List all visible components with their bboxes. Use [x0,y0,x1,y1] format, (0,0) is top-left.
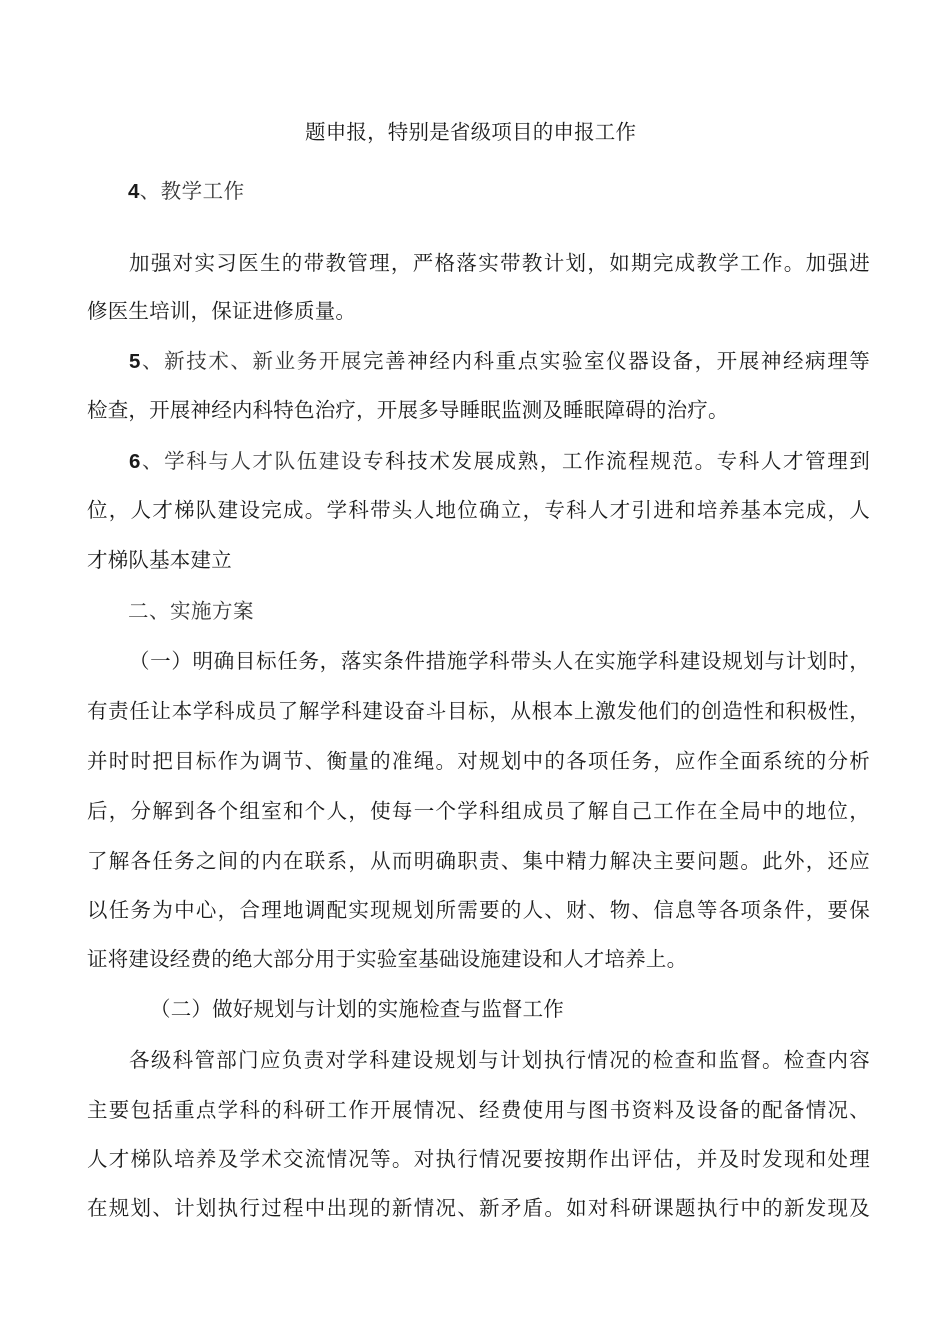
paragraph-line: 题申报，特别是省级项目的申报工作 [305,120,637,144]
paragraph-line: 了解各任务之间的内在联系，从而明确职责、集中精力解决主要问题。此外，还应 [87,849,870,873]
paragraph-line: （一）明确目标任务，落实条件措施学科带头人在实施学科建设规划与计划时， [129,649,870,673]
section-title: 、新技术、新业务开展 [140,349,364,373]
section-heading-new-tech [129,346,870,377]
section-number: 4 [128,180,140,203]
section-title: 、学科与人才队伍建设 [140,449,364,473]
section-body: 专科技术发展成熟，工作流程规范。专科人才管理到 [363,449,870,473]
section-number: 6 [129,450,141,473]
section-heading-discipline [129,446,870,477]
paragraph-line: 并时时把目标作为调节、衡量的准绳。对规划中的各项任务，应作全面系统的分析 [87,749,870,773]
paragraph-line: 各级科管部门应负责对学科建设规划与计划执行情况的检查和监督。检查内容 [129,1048,870,1072]
paragraph-line: 主要包括重点学科的科研工作开展情况、经费使用与图书资料及设备的配备情况、 [87,1098,870,1122]
paragraph-line: 人才梯队培养及学术交流情况等。对执行情况要按期作出评估，并及时发现和处理 [87,1147,870,1171]
paragraph-line: 才梯队基本建立 [87,548,232,572]
paragraph-line: 位，人才梯队建设完成。学科带头人地位确立，专科人才引进和培养基本完成，人 [87,498,870,522]
chapter-heading: 二、实施方案 [128,599,254,623]
paragraph-line: 修医生培训，保证进修质量。 [87,299,357,323]
paragraph-line: 加强对实习医生的带教管理，严格落实带教计划，如期完成教学工作。加强进 [129,251,870,275]
paragraph-line: 在规划、计划执行过程中出现的新情况、新矛盾。如对科研课题执行中的新发现及 [87,1196,870,1220]
section-title: 、教学工作 [139,179,245,203]
section-body: 完善神经内科重点实验室仪器设备，开展神经病理等 [363,349,870,373]
paragraph-line: 检查，开展神经内科特色治疗，开展多导睡眠监测及睡眠障碍的治疗。 [87,398,729,422]
paragraph-line: 以任务为中心，合理地调配实现规划所需要的人、财、物、信息等各项条件，要保 [87,898,870,922]
paragraph-line: 后，分解到各个组室和个人，使每一个学科组成员了解自己工作在全局中的地位， [87,799,870,823]
section-number: 5 [129,350,141,373]
paragraph-line: 证将建设经费的绝大部分用于实验室基础设施建设和人才培养上。 [87,947,688,971]
subsection-heading: （二）做好规划与计划的实施检查与监督工作 [150,997,564,1021]
paragraph-line: 有责任让本学科成员了解学科建设奋斗目标，从根本上激发他们的创造性和积极性， [87,699,870,723]
section-heading-teaching [128,176,245,207]
